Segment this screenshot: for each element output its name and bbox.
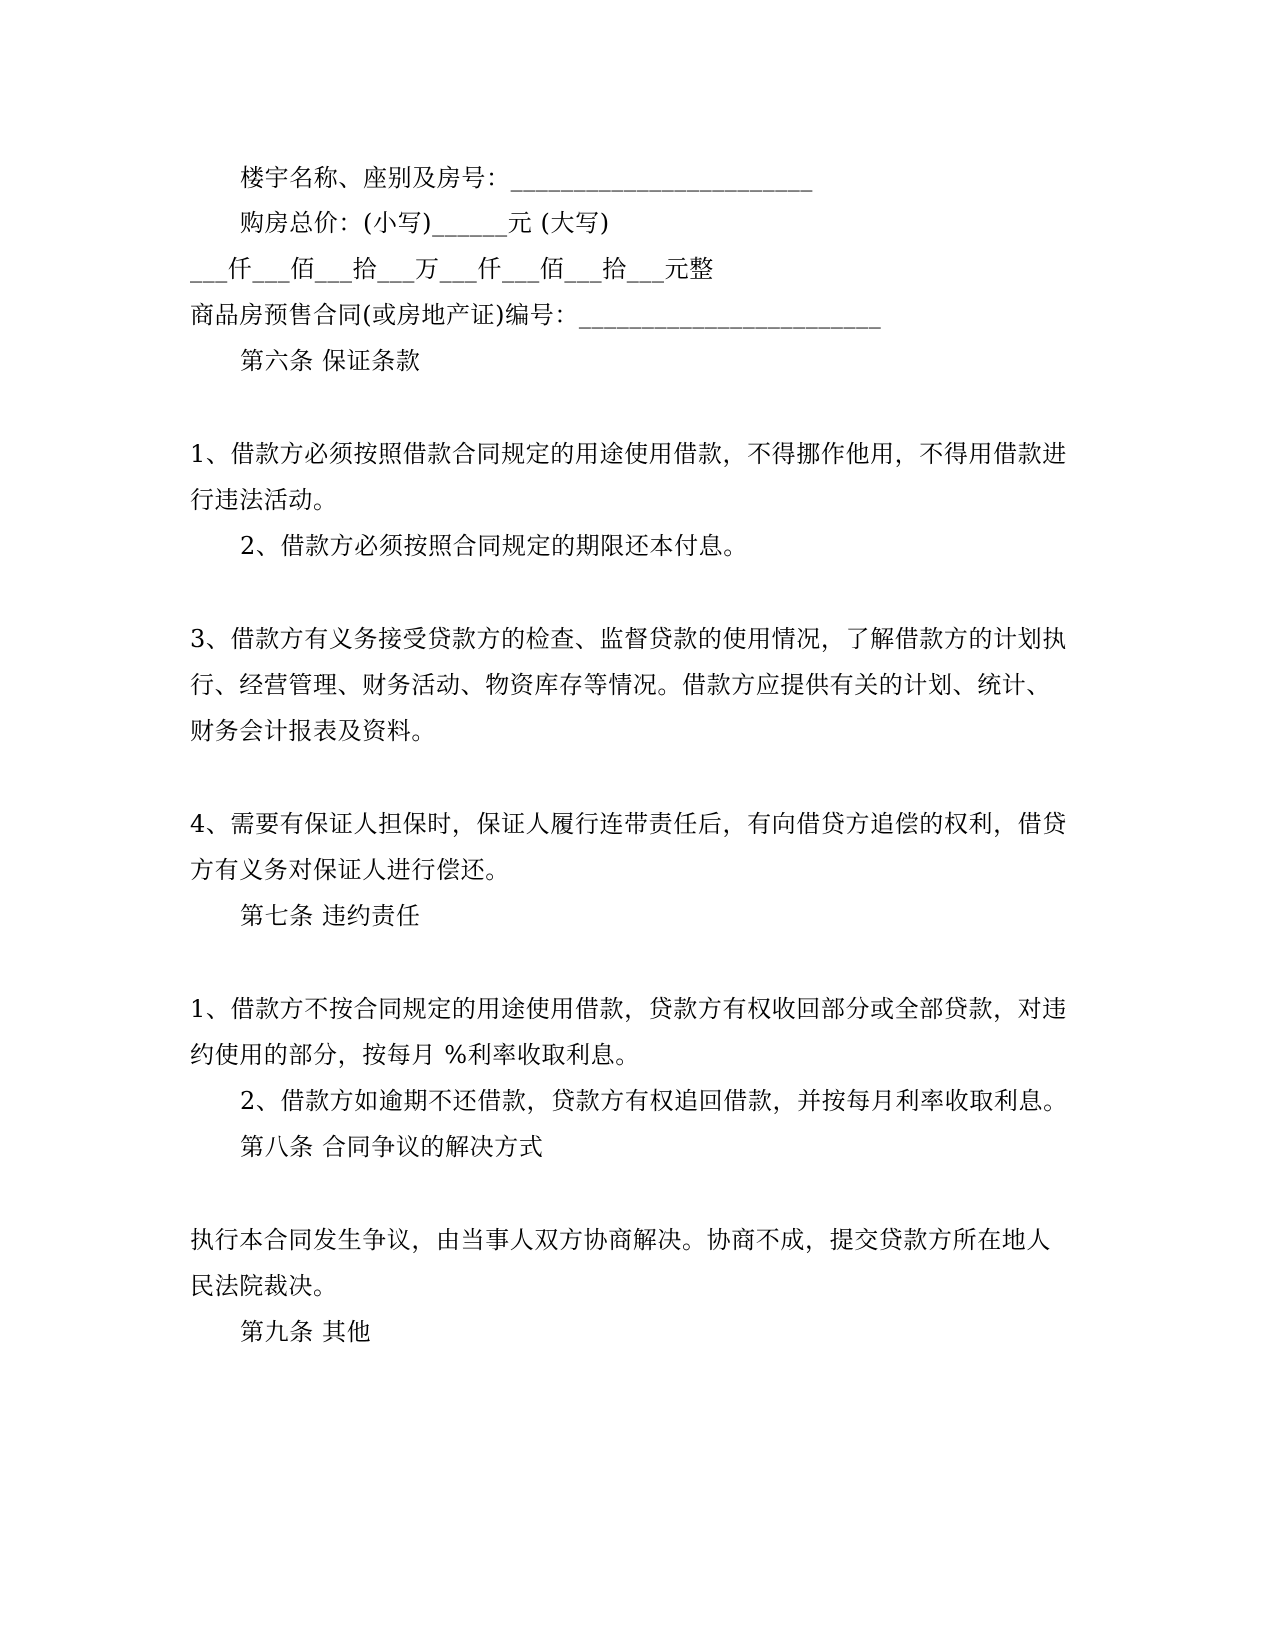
article-7-item-1-line-2: 约使用的部分，按每月 %利率收取利息。 xyxy=(190,1041,640,1069)
field-price-units: ___仟___佰___拾___万___仟___佰___拾___元整 xyxy=(190,255,714,283)
article-8-text-line-1: 执行本合同发生争议，由当事人双方协商解决。协商不成，提交贷款方所在地人 xyxy=(190,1226,1051,1254)
article-6-title: 第六条 保证条款 xyxy=(240,347,421,375)
article-7-item-1-line-1: 1、借款方不按合同规定的用途使用借款，贷款方有权收回部分或全部贷款，对违 xyxy=(190,995,1067,1023)
article-6-item-3-line-2: 行、经营管理、财务活动、物资库存等情况。借款方应提供有关的计划、统计、 xyxy=(190,671,1051,699)
article-8-title: 第八条 合同争议的解决方式 xyxy=(240,1133,544,1161)
article-8-text-line-2: 民法院裁决。 xyxy=(190,1272,338,1300)
field-building: 楼宇名称、座别及房号：________________________ xyxy=(240,164,813,192)
article-6-item-3-line-3: 财务会计报表及资料。 xyxy=(190,717,436,745)
article-6-item-4-line-2: 方有义务对保证人进行偿还。 xyxy=(190,856,510,884)
article-6-item-3-line-1: 3、借款方有义务接受贷款方的检查、监督贷款的使用情况，了解借款方的计划执 xyxy=(190,625,1067,653)
article-7-item-2: 2、借款方如逾期不还借款，贷款方有权追回借款，并按每月利率收取利息。 xyxy=(240,1087,1068,1115)
article-7-title: 第七条 违约责任 xyxy=(240,902,421,930)
field-total-price: 购房总价：(小写)______元 (大写) xyxy=(240,209,610,237)
article-9-title: 第九条 其他 xyxy=(240,1318,372,1346)
article-6-item-1-line-1: 1、借款方必须按照借款合同规定的用途使用借款，不得挪作他用，不得用借款进 xyxy=(190,440,1067,468)
article-6-item-4-line-1: 4、需要有保证人担保时，保证人履行连带责任后，有向借贷方追偿的权利，借贷 xyxy=(190,810,1067,838)
article-6-item-1-line-2: 行违法活动。 xyxy=(190,486,338,514)
field-contract-number: 商品房预售合同(或房地产证)编号：________________________ xyxy=(190,301,882,329)
article-6-item-2: 2、借款方必须按照合同规定的期限还本付息。 xyxy=(240,532,748,560)
